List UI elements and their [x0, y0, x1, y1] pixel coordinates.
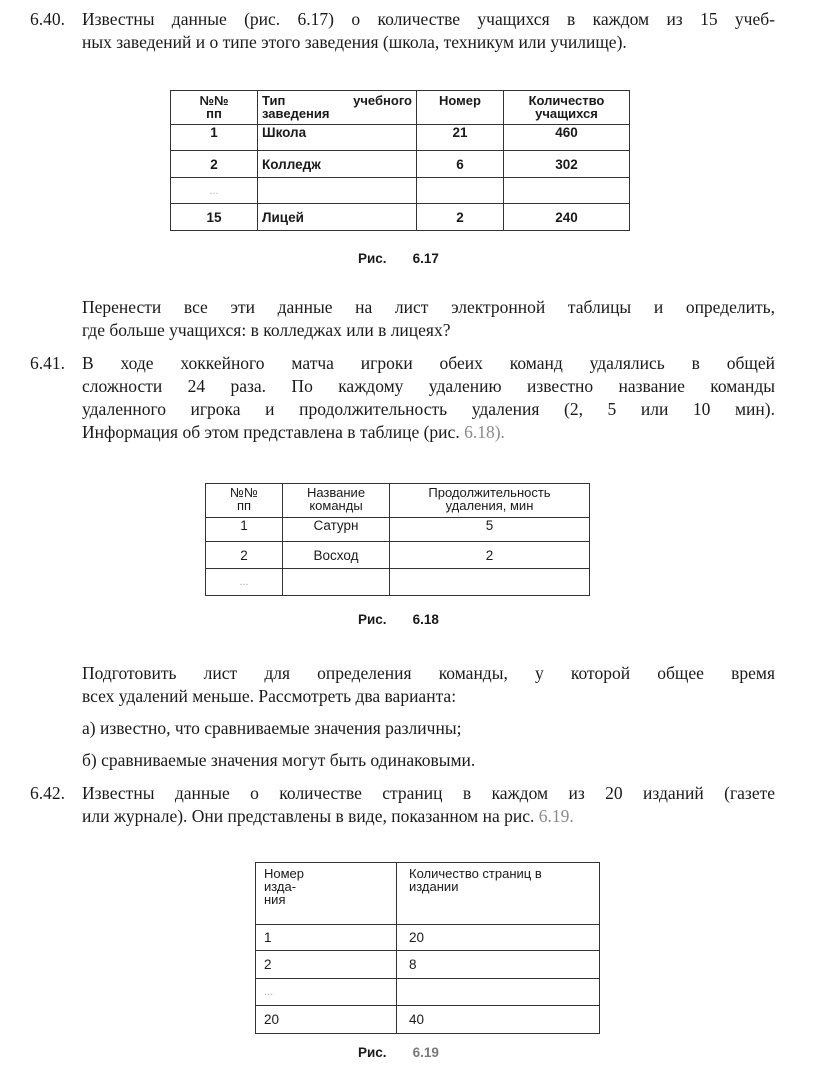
- figure-6-17-table: [170, 90, 630, 231]
- problem-6-41-task: [82, 662, 775, 708]
- header-text: Название: [306, 485, 366, 500]
- figure-reference-link[interactable]: 6.19.: [538, 806, 574, 826]
- header-cell: [283, 484, 390, 518]
- header-cell: [256, 863, 397, 925]
- option-a: [82, 717, 461, 740]
- ellipsis-cell: ...: [256, 979, 397, 1006]
- table-row: [171, 178, 630, 204]
- header-text: пп: [206, 106, 222, 121]
- caption-word: Рис.: [358, 612, 387, 627]
- figure-reference-link[interactable]: 6.18).: [464, 422, 505, 442]
- cell: [417, 178, 504, 204]
- table-row: [256, 979, 600, 1006]
- cell: [283, 569, 390, 596]
- header-text: удаления, мин: [445, 498, 534, 513]
- caption-word: Рис.: [358, 251, 387, 266]
- cell: Лицей: [258, 204, 417, 231]
- problem-number: 6.41.: [30, 353, 65, 373]
- header-text: учебного: [353, 93, 412, 108]
- text-segment: или журнале). Они представлены в виде, показанном на рис.: [82, 806, 539, 826]
- cell: [390, 569, 590, 596]
- text-line: где больше учащихся: в колледжах или в лицеях?: [82, 320, 451, 340]
- cell: 240: [504, 204, 630, 231]
- cell: 302: [504, 151, 630, 178]
- table-header-row: [256, 863, 600, 925]
- header-cell: [504, 91, 630, 125]
- problem-6-40-task: [82, 296, 775, 342]
- header-text: Номер: [264, 866, 305, 881]
- table-row: [206, 569, 590, 596]
- header-cell: [417, 91, 504, 125]
- problem-number: 6.42.: [30, 783, 65, 803]
- header-cell: [206, 484, 283, 518]
- cell: Сатурн: [283, 518, 390, 542]
- cell: Школа: [258, 125, 417, 151]
- table-row: [171, 204, 630, 231]
- text-line: Перенести все эти данные на лист электронной таблицы и определить,: [82, 297, 775, 317]
- header-cell: [171, 91, 258, 125]
- caption-number: 6.18: [412, 612, 439, 627]
- text-line: сложности 24 раза. По каждому удалению известно название команды: [82, 376, 775, 396]
- cell: 2: [171, 151, 258, 178]
- table-header-row: [206, 484, 590, 518]
- table-row: [256, 1006, 600, 1034]
- header-text: ния: [264, 892, 286, 907]
- header-text: №№: [199, 93, 229, 108]
- cell: 460: [504, 125, 630, 151]
- problem-6-41-text: [30, 352, 775, 444]
- header-text: заведения: [262, 106, 330, 121]
- header-text: Тип: [262, 93, 286, 108]
- header-cell: [258, 91, 417, 125]
- header-text: Продолжительность: [428, 485, 551, 500]
- header-text: команды: [309, 498, 363, 513]
- ellipsis-cell: ...: [171, 178, 258, 204]
- cell: 2: [256, 951, 397, 979]
- header-text: пп: [236, 498, 252, 513]
- problem-6-42-text: [30, 782, 775, 828]
- cell: 2: [206, 542, 283, 569]
- table-row: [206, 542, 590, 569]
- cell: Восход: [283, 542, 390, 569]
- cell: 6: [417, 151, 504, 178]
- figure-6-19-table: [255, 862, 600, 1034]
- cell: 1: [206, 518, 283, 542]
- cell: 5: [390, 518, 590, 542]
- text-line: [82, 805, 775, 828]
- cell: 2: [390, 542, 590, 569]
- figure-6-18-table: [205, 483, 590, 596]
- cell: [258, 178, 417, 204]
- cell: 21: [417, 125, 504, 151]
- text-line: Известны данные о количестве страниц в каждом из 20 изданий (газете: [82, 783, 775, 803]
- problem-number: 6.40.: [30, 9, 65, 29]
- problem-6-40-text: [30, 8, 775, 54]
- cell: 20: [397, 925, 600, 951]
- header-text: Количество страниц в: [409, 866, 542, 881]
- cell: 40: [397, 1006, 600, 1034]
- header-cell: [390, 484, 590, 518]
- cell: 20: [256, 1006, 397, 1034]
- table-row: [256, 925, 600, 951]
- header-cell: [397, 863, 600, 925]
- cell: 1: [256, 925, 397, 951]
- text-line: а) известно, что сравниваемые значения различны;: [82, 718, 462, 738]
- caption-number: 6.17: [412, 251, 439, 266]
- figure-caption: [358, 1045, 439, 1060]
- cell: [397, 979, 600, 1006]
- figure-caption: [358, 612, 439, 627]
- text-line: Подготовить лист для определения команды, у которой общее время: [82, 663, 775, 683]
- cell: 2: [417, 204, 504, 231]
- cell: [504, 178, 630, 204]
- table-row: [171, 151, 630, 178]
- header-text: Номер: [439, 93, 481, 108]
- table-header-row: [171, 91, 630, 125]
- text-line: всех удалений меньше. Рассмотреть два варианта:: [82, 686, 457, 706]
- caption-word: Рис.: [358, 1045, 387, 1060]
- text-segment: Информация об этом представлена в таблице (рис.: [82, 422, 465, 442]
- option-b: [82, 749, 475, 772]
- text-line: удаленного игрока и продолжительность удаления (2, 5 или 10 мин).: [82, 399, 775, 419]
- cell: 1: [171, 125, 258, 151]
- table-row: [206, 518, 590, 542]
- cell: Колледж: [258, 151, 417, 178]
- figure-caption: [358, 251, 439, 266]
- text-line: Известны данные (рис. 6.17) о количестве учащихся в каждом из 15 учеб-: [82, 9, 775, 29]
- header-text: учащихся: [535, 106, 598, 121]
- text-line: б) сравниваемые значения могут быть одинаковыми.: [82, 750, 476, 770]
- header-text: №№: [230, 485, 258, 500]
- header-text: изда-: [264, 879, 297, 894]
- table-row: [171, 125, 630, 151]
- table-row: [256, 951, 600, 979]
- ellipsis-cell: ...: [206, 569, 283, 596]
- cell: 8: [397, 951, 600, 979]
- text-line: В ходе хоккейного матча игроки обеих команд удалялись в общей: [82, 353, 775, 373]
- caption-number: 6.19: [412, 1045, 439, 1060]
- cell: 15: [171, 204, 258, 231]
- text-line: [82, 421, 775, 444]
- header-text: издании: [409, 879, 459, 894]
- text-line: ных заведений и о типе этого заведения (школа, техникум или училище).: [82, 32, 627, 52]
- header-text: Количество: [528, 93, 605, 108]
